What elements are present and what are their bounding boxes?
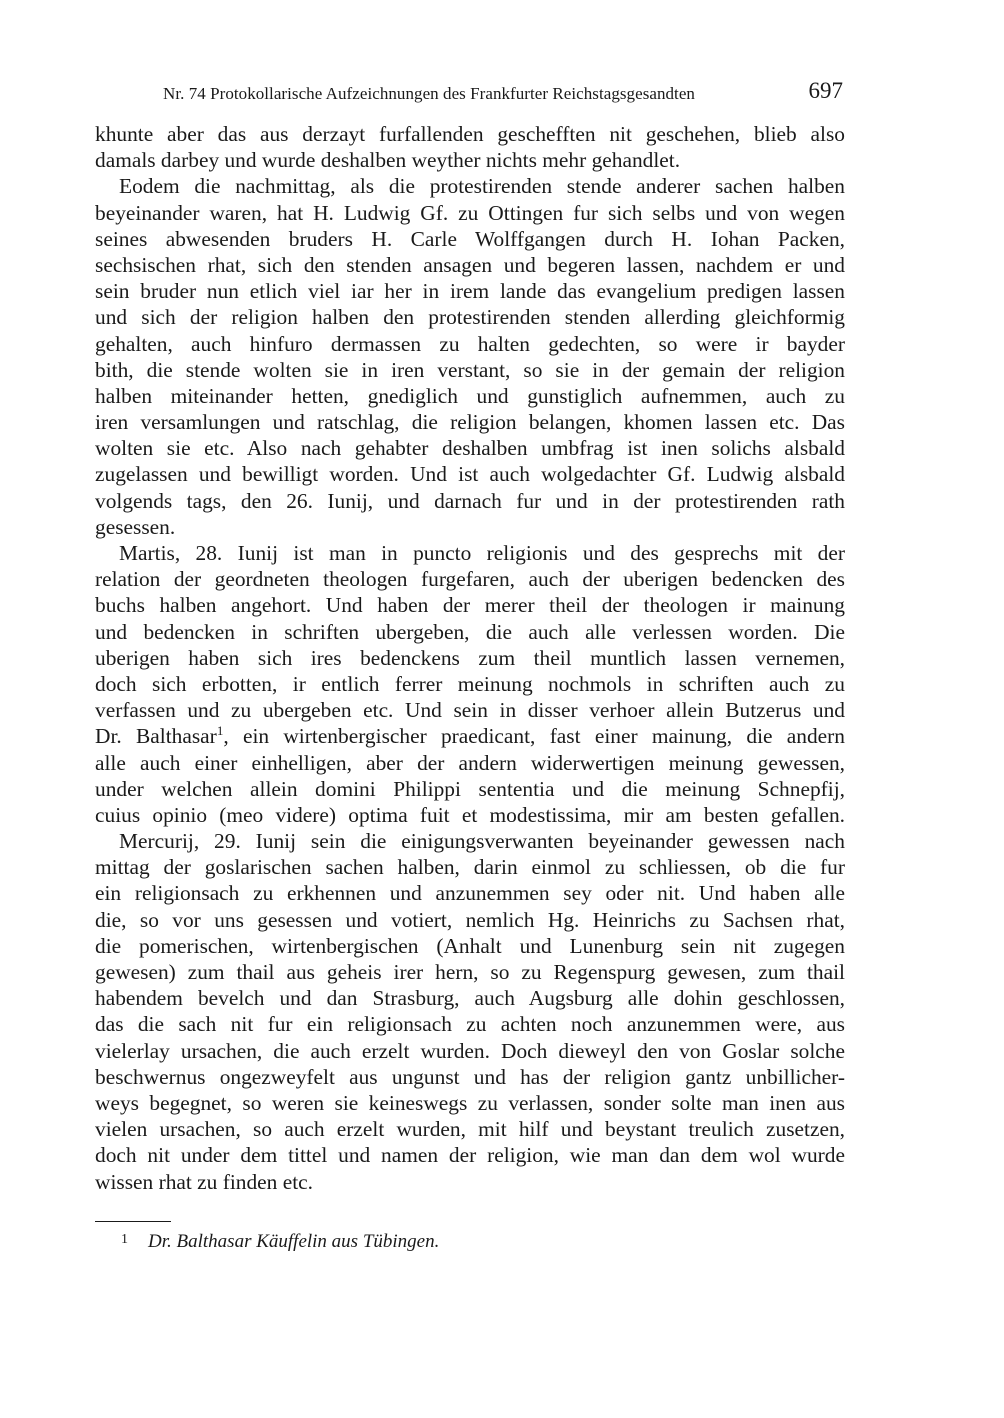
text-line: relation der geordneten theologen furgefaren, auch der uberigen bedencken des (95, 567, 845, 592)
text-line: under welchen allein domini Philippi sententia und die meinung Schnepfij, (95, 776, 845, 801)
text-line: die pomerischen, wirtenbergischen (Anhalt und Lunenburg sein nit zugegen (95, 933, 845, 958)
text-line (95, 723, 845, 749)
text-line: gewesen) zum thail aus geheis irer hern, so zu Regenspurg gewesen, zum thail (95, 960, 845, 984)
text-segment: , ein wirtenbergischer praedicant, fast einer mainung, die andern (223, 724, 845, 749)
text-line: weys begegnet, so weren sie keineswegs zu verlassen, sonder solte man inen aus (95, 1090, 845, 1115)
text-line: zugelassen und bewilligt worden. Und ist auch wolgedachter Gf. Ludwig alsbald (95, 462, 845, 487)
text-line: iren versamlungen und ratschlag, die religion belangen, khomen lassen etc. Das (95, 410, 845, 435)
text-line: ein religionsach zu erkhennen und anzunemmen sey oder nit. Und haben alle (95, 881, 845, 906)
page-number: 697 (808, 78, 843, 103)
text-line: und sich der religion halben den protestirenden stenden allerding gleichformig (95, 305, 845, 330)
text-line: khunte aber das aus derzayt furfallenden geschefften nit geschehen, blieb also (95, 122, 845, 146)
text-line: seines abwesenden bruders H. Carle Wolffgangen durch H. Iohan Packen, (95, 226, 845, 251)
text-line: habendem bevelch und dan Strasburg, auch Augsburg alle dohin geschlossen, (95, 986, 845, 1011)
text-line: buchs halben angehort. Und haben der merer theil der theologen ir mainung (95, 593, 845, 618)
paragraph-3 (95, 540, 845, 828)
text-line: das die sach nit fur ein religionsach zu achten noch anzunemmen were, aus (95, 1012, 845, 1037)
text-line: doch sich erbotten, ir entlich ferrer meinung nochmols in schriften auch zu (95, 671, 845, 696)
footnote-number: 1 (121, 1232, 128, 1247)
text-line: damals darbey und wurde deshalben weyther nichts mehr gehandlet. (95, 148, 681, 173)
text-line: vielen ursachen, so auch erzelt wurden, mit hilf und beystant treulich zusetzen, (95, 1117, 845, 1142)
text-line: mittag der goslarischen sachen halben, darin einmol zu schliessen, ob die fur (95, 855, 845, 880)
text-line: Martis, 28. Iunij ist man in puncto religionis und des gesprechs mit der (119, 541, 845, 565)
footnote-divider (95, 1221, 171, 1222)
text-line: bith, die stende wolten sie in iren verstant, so sie in der gemain der religion (95, 357, 845, 382)
text-line: gehalten, auch hinfuro dermassen zu halten gedechten, so were ir bayder (95, 331, 845, 356)
text-line: vielerlay ursachen, die auch erzelt wurden. Doch dieweyl den von Goslar solche (95, 1038, 845, 1063)
text-line: wissen rhat zu finden etc. (95, 1169, 313, 1194)
main-text (95, 121, 845, 1195)
footnote (95, 1228, 845, 1254)
text-line: sechsischen rhat, sich den stenden ansagen und begeren lassen, nachdem er und (95, 252, 845, 277)
text-line: Eodem die nachmittag, als die protestirenden stende anderer sachen halben (119, 174, 845, 199)
text-line: verfassen und zu ubergeben etc. Und sein in disser verhoer allein Butzerus und (95, 698, 845, 723)
text-line: wolten sie etc. Also nach gehabter deshalben umbfrag ist inen solichs alsbald (95, 436, 845, 461)
text-line: die, so vor uns gesessen und votiert, nemlich Hg. Heinrichs zu Sachsen rhat, (95, 907, 845, 932)
running-header (95, 78, 845, 108)
text-line: beschwernus ongezweyfelt aus ungunst und has der religion gantz unbillicher- (95, 1064, 845, 1089)
text-line: Mercurij, 29. Iunij sein die einigungsverwanten beyeinander gewessen nach (119, 829, 845, 854)
text-segment: Dr. Balthasar (95, 724, 217, 749)
text-line: alle auch einer einhelligen, aber der andern widerwertigen meinung gewessen, (95, 750, 845, 775)
text-line: uberigen haben sich ires bedenckens zum theil muntlich lassen vernemen, (95, 645, 845, 670)
paragraph-1 (95, 121, 845, 173)
text-line: doch nit under dem tittel und namen der religion, wie man dan dem wol wurde (95, 1143, 845, 1168)
text-line: gesessen. (95, 514, 176, 539)
text-line: halben miteinander hetten, gnediglich und gunstiglich aufnemmen, auch zu (95, 383, 845, 408)
text-line: cuius opinio (meo videre) optima fuit et modestissima, mir am besten gefallen. (95, 802, 845, 827)
text-line: beyeinander waren, hat H. Ludwig Gf. zu Ottingen fur sich selbs und von wegen (95, 200, 845, 225)
paragraph-4 (95, 828, 845, 1195)
paragraph-2 (95, 173, 845, 540)
footnote-text: Dr. Balthasar Käuffelin aus Tübingen. (148, 1231, 440, 1252)
footnote-reference[interactable]: 1 (216, 723, 224, 739)
text-line: volgends tags, den 26. Iunij, und darnach fur und in der protestirenden rath (95, 488, 845, 513)
text-line: sein bruder nun etlich viel iar her in irem lande das evangelium predigen lassen (95, 279, 845, 304)
text-line: und bedencken in schriften ubergeben, die auch alle verlessen worden. Die (95, 619, 845, 644)
running-title: Nr. 74 Protokollarische Aufzeichnungen des Frankfurter Reichstagsgesandten (163, 84, 695, 103)
